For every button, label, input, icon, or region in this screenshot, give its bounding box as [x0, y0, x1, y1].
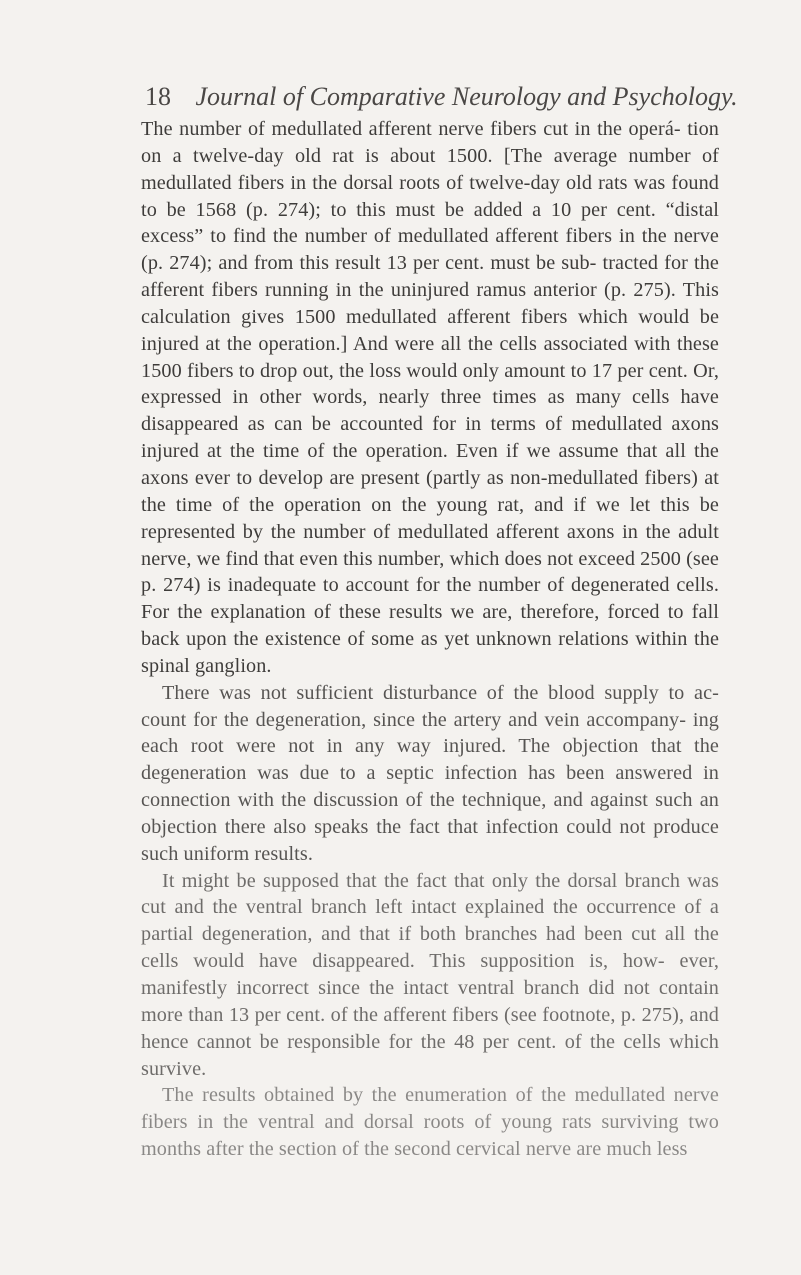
paragraph-enumeration-results: The results obtained by the enumeration of the medullated nerve fibers in the ventral and dorsal roots of young rats surviving two months after the section of the second cervical nerve are much less: [141, 1084, 719, 1161]
paragraph-blood-supply: There was not sufficient disturbance of the blood supply to ac- count for the degeneration, since the artery and vein accompany- ing each root were not in any way injured. The objection that the degeneration was due to a septic infection has been answered in connection with the discussion of the technique, and against such an objection there also speaks the fact that infection could not produce such uniform results.: [141, 681, 719, 865]
page-number: 18: [145, 82, 171, 111]
paragraph-afferent-fiber-count: The number of medullated afferent nerve fibers cut in the operá- tion on a twelve-day old rat is about 1500. [The average number of medullated fibers in the dorsal roots of twelve-day old rats was found to be 1568 (p. 274); to this must be added a 10 per cent. “distal excess” to find the number of medullated afferent fibers in the nerve (p. 274); and from this result 13 per cent. must be sub- tracted for the afferent fibers running in the uninjured ramus anterior (p. 275). This calculation gives 1500 medullated afferent fibers which would be injured at the operation.] And were all the cells associated with these 1500 fibers to drop out, the loss would only amount to 17 per cent. Or, expressed in other words, nearly three times as many cells have disappeared as can be accounted for in terms of medullated axons injured at the time of the operation. Even if we assume that all the axons ever to develop are present (partly as non-medullated fibers) at the time of the operation on the young rat, and if we let this be represented by the number of medullated afferent axons in the adult nerve, we find that even this number, which does not exceed 2500 (see p. 274) is inadequate to account for the number of degenerated cells. For the explanation of these results we are, therefore, forced to fall back upon the existence of some as yet unknown relations within the spinal ganglion.: [141, 118, 719, 677]
paragraph-dorsal-branch: It might be supposed that the fact that only the dorsal branch was cut and the ventral branch left intact explained the occurrence of a partial degeneration, and that if both branches had been cut all the cells would have disappeared. This supposition is, how- ever, manifestly incorrect since the intact ventral branch did not contain more than 13 per cent. of the afferent fibers (see footnote, p. 275), and hence cannot be responsible for the 48 per cent. of the cells which survive.: [141, 869, 719, 1080]
running-head: [145, 82, 738, 112]
journal-title: Journal of Comparative Neurology and Psychology.: [195, 82, 738, 111]
article-body: [141, 116, 719, 1163]
